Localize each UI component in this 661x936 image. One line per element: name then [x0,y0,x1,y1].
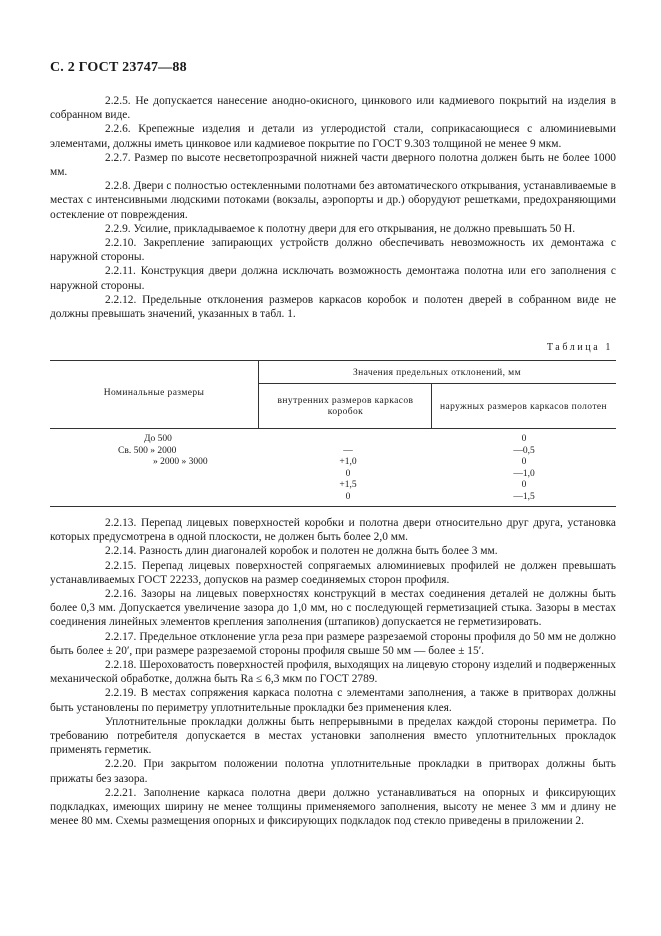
outer-deviation-cell: —0,5 [513,445,535,456]
paragraph-2-2-9: 2.2.9. Усилие, прикладываемое к полотну двери для его открывания, не должно превышать 50 Н. [105,222,576,235]
outer-deviation-cell: 0 [521,480,527,490]
paragraph-seals-continuity: Уплотнительные прокладки должны быть непрерывными в пределах каждой стороны периметра. По требованию потребителя допускается в местах установки заполнения вместо уплотнительных прокладок применять герметик. [50,715,616,757]
outer-deviation-column [496,434,552,503]
text-block-before-table [50,94,616,321]
nominal-cell: До 500 [144,434,172,444]
paragraph-2-2-17: 2.2.17. Предельное отклонение угла реза при размере разрезаемой стороны профиля до 50 мм не должно быть более ± 20′, при размере разрезаемой стороны профиля свыше 50 мм — более ± 15′. [50,630,616,657]
paragraph-2-2-19: 2.2.19. В местах сопряжения каркаса полотна с элементами заполнения, а также в притворах должны быть установлены по периметру уплотнительные прокладки без применения клея. [50,687,616,714]
header-deviation-values: Значения предельных отклонений, мм [352,368,522,378]
paragraph-2-2-6: 2.2.6. Крепежные изделия и детали из углеродистой стали, соприкасающиеся с алюминиевыми элементами, должны иметь цинковое или кадмиевое покрытие по ГОСТ 9.303 толщиной не менее 9 мкм. [50,123,616,150]
table-header-bottom-border [50,428,616,429]
paragraph-2-2-14: 2.2.14. Разность длин диагоналей коробок и полотен не должна быть более 3 мм. [105,545,498,558]
outer-deviation-cell: —1,5 [513,491,535,502]
paragraph-2-2-13: 2.2.13. Перепад лицевых поверхностей коробки и полотна двери относительно друг друга, установка которых предусмотрена в одной плоскости, не должен быть более 2,0 мм. [50,517,616,544]
paragraph-2-2-5: 2.2.5. Не допускается нанесение анодно-окисного, цинкового или кадмиевого покрытий на изделия в собранном виде. [50,95,616,122]
page-header: С. 2 ГОСТ 23747—88 [50,60,187,75]
header-outer-sash-sizes: наружных размеров каркасов полотен [440,402,607,412]
inner-deviation-cell: +1,0 [339,457,357,467]
inner-deviation-cell: — [343,445,353,456]
text-block-after-table [50,516,616,828]
paragraph-2-2-10: 2.2.10. Закрепление запирающих устройств должно обеспечивать невозможность их демонтажа с наружной стороны. [50,237,616,264]
paragraph-2-2-15: 2.2.15. Перепад лицевых поверхностей сопрягаемых алюминиевых профилей не должен превышать устанавливаемых ГОСТ 22233, допусков на размер соединяемых сторон профиля. [50,559,616,586]
paragraph-2-2-18: 2.2.18. Шероховатость поверхностей профиля, выходящих на лицевую сторону изделий и подверженных механической обработке, должна быть Ra ≤ 6,3 мкм по ГОСТ 2789. [50,659,616,686]
inner-deviation-cell [320,434,376,446]
header-inner-frame-sizes: внутренних размеров каркасов коробок [277,396,414,417]
paragraph-2-2-7: 2.2.7. Размер по высоте несветопрозрачной нижней части дверного полотна должен быть не более 1000 мм. [50,151,616,179]
table-top-border [50,360,616,361]
paragraph-2-2-11: 2.2.11. Конструкция двери должна исключать возможность демонтажа полотна или его заполнения с наружной стороны. [50,265,616,292]
table-subheader-border [258,383,616,384]
paragraph-2-2-20: 2.2.20. При закрытом положении полотна уплотнительные прокладки в притворах должны быть прижаты без зазора. [50,758,616,785]
nominal-size-column [118,434,208,469]
paragraph-2-2-8: 2.2.8. Двери с полностью остекленными полотнами без автоматического открывания, устанавливаемые в местах с интенсивными людскими потоками (вокзалы, аэропорты и др.) оборудуют решетками, предохраняющими остекление от повреждения. [50,180,616,221]
tolerance-table [50,360,616,510]
outer-deviation-cell: 0 [521,434,527,444]
inner-deviation-cell: 0 [345,491,351,502]
inner-deviation-cell: 0 [345,468,351,479]
paragraph-2-2-16: 2.2.16. Зазоры на лицевых поверхностях конструкций в местах соединения деталей не должны быть более 0,3 мм. Допускается увеличение зазора до 1,0 мм, но с последующей герметизацией стыка. Зазоры в местах соединения линейных элементов крепления заполнения (штапиков) допускается не герметизировать. [50,588,616,629]
header-nominal-sizes: Номинальные размеры [103,388,205,398]
nominal-cell: Св. 500 » 2000 [118,445,177,456]
inner-deviation-cell: +1,5 [339,480,357,490]
table-bottom-border [50,506,616,507]
paragraph-2-2-21: 2.2.21. Заполнение каркаса полотна двери должно устанавливаться на опорных и фиксирующих подкладках, имеющих ширину не менее толщины применяемого заполнения, высоту не менее 3 мм и длину не менее 80 мм. Схемы размещения опорных и фиксирующих подкладок под стекло приведены в приложении 2. [50,786,616,828]
outer-deviation-cell: —1,0 [513,468,535,479]
inner-deviation-column [320,434,376,503]
outer-deviation-cell: 0 [521,457,527,467]
paragraph-2-2-12: 2.2.12. Предельные отклонения размеров каркасов коробок и полотен дверей в собранном виде не должны превышать значений, указанных в табл. 1. [50,293,616,321]
table-caption: Таблица 1 [546,342,613,353]
nominal-cell: » 2000 » 3000 [153,457,208,467]
